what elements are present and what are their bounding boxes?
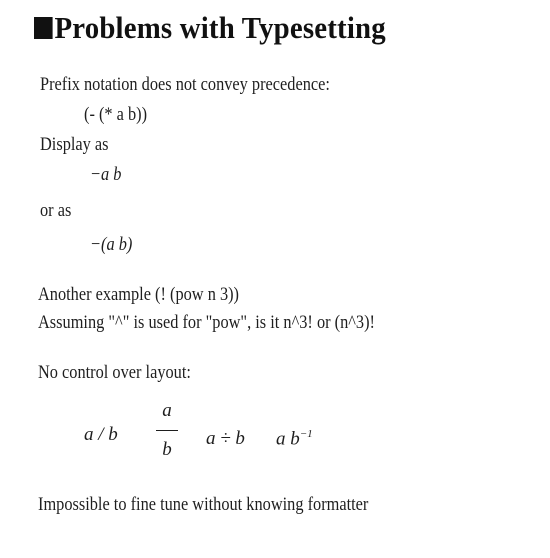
line-impossible-fine-tune: Impossible to fine tune without knowing formatter [38,494,369,515]
fraction-bar [156,430,178,431]
square-bullet-icon [34,17,53,39]
math-divide-form: a ÷ b [206,428,245,449]
line-display-form-1: −a b [90,164,122,185]
line-prefix-notation: Prefix notation does not convey precedence: [40,74,330,95]
fraction-denominator: b [162,439,172,460]
math-slash-form: a / b [84,424,118,445]
line-expression: (- (* a b)) [84,104,148,125]
title-text: Problems with Typesetting [54,10,386,45]
math-fraction-form [156,400,178,463]
line-display-form-2: −(a b) [90,234,133,255]
power-base: a b [276,428,300,450]
math-power-form [276,428,313,450]
slide-title [34,10,386,46]
fraction-numerator: a [162,400,172,421]
power-exponent: −1 [299,428,313,440]
line-assuming: Assuming "^" is used for "pow", is it n^3! or (n^3)! [38,312,375,333]
line-display-as: Display as [40,134,109,155]
line-another-example: Another example (! (pow n 3)) [38,284,240,305]
line-no-control: No control over layout: [38,362,191,383]
line-or-as: or as [40,200,72,221]
